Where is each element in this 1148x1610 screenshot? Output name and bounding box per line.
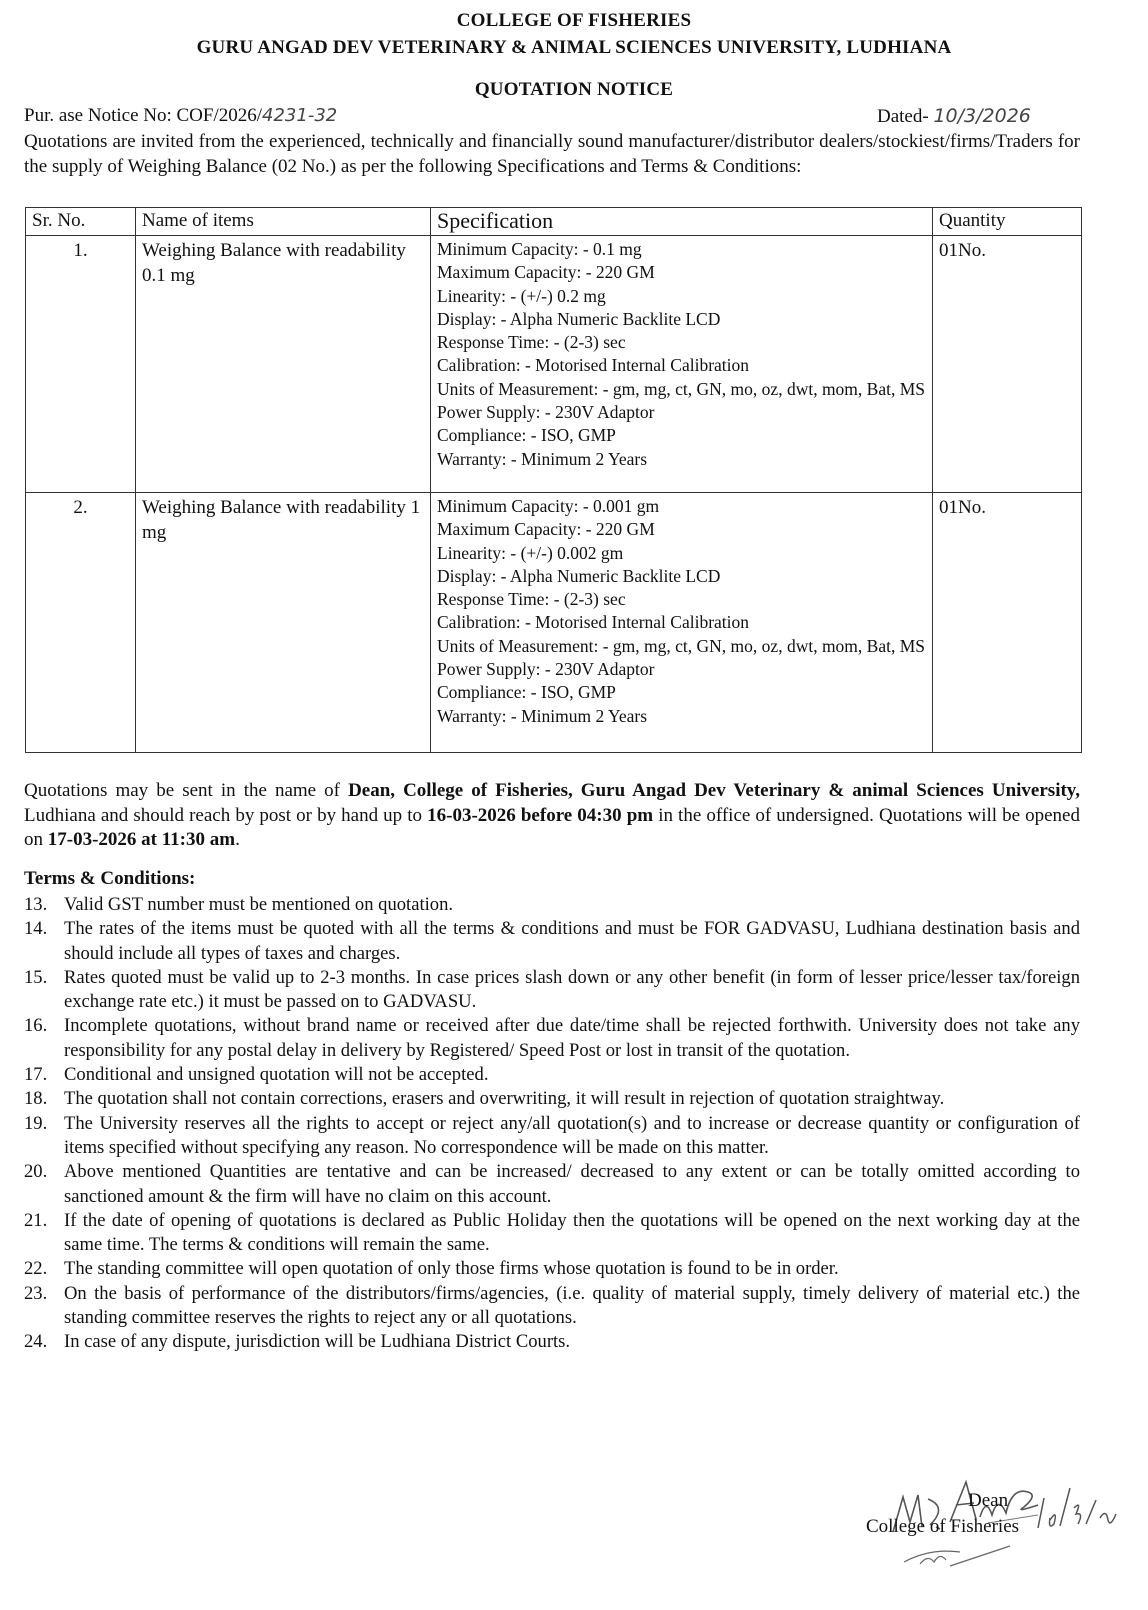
term-text: On the basis of performance of the distributors/firms/agencies, (i.e. quality of material supply, timely delivery of material etc.) the standing committee reserves the rights to reject any or all quotations. bbox=[64, 1282, 1080, 1329]
header-quantity: Quantity bbox=[933, 208, 1082, 236]
term-item bbox=[24, 1063, 1080, 1087]
term-item bbox=[24, 1112, 1080, 1161]
term-text: The standing committee will open quotation of only those firms whose quotation is found to be in order. bbox=[64, 1258, 839, 1280]
header-specification: Specification bbox=[431, 208, 933, 236]
row-quantity: 01No. bbox=[933, 236, 1082, 493]
term-text: Incomplete quotations, without brand name or received after due date/time shall be rejected forthwith. University does not take any responsibility for any postal delay in delivery by Registered/ Speed Post or lost in transit of the quotation. bbox=[64, 1015, 1080, 1061]
row-specification bbox=[431, 236, 933, 493]
page-title: QUOTATION NOTICE bbox=[474, 79, 674, 100]
spec-line: Units of Measurement: - gm, mg, ct, GN, mo, oz, dwt, mom, Bat, MS bbox=[437, 378, 926, 399]
spec-line: Display: - Alpha Numeric Backlite LCD bbox=[437, 565, 721, 586]
spec-line: Power Supply: - 230V Adaptor bbox=[437, 659, 655, 680]
term-number: 16. bbox=[24, 1015, 48, 1037]
table-row bbox=[26, 493, 1082, 753]
spec-line: Power Supply: - 230V Adaptor bbox=[437, 402, 655, 423]
terms-heading: Terms & Conditions: bbox=[24, 868, 196, 889]
spec-line: Display: - Alpha Numeric Backlite LCD bbox=[437, 308, 721, 329]
term-number: 23. bbox=[24, 1282, 48, 1304]
handwritten-date-icon bbox=[1030, 1478, 1120, 1538]
term-item bbox=[24, 1257, 1080, 1281]
header-name: Name of items bbox=[136, 208, 431, 236]
term-number: 20. bbox=[24, 1161, 48, 1183]
dated-handwritten: 10/3/2026 bbox=[933, 105, 1031, 127]
submission-deadline: 16-03-2026 before 04:30 pm bbox=[427, 804, 654, 826]
term-text: The University reserves all the rights to accept or reject any/all quotation(s) and to increase or decrease quantity or configuration of items specified without specifying any reason. No correspondence will be made on this matter. bbox=[64, 1112, 1080, 1158]
spec-line: Minimum Capacity: - 0.001 gm bbox=[437, 496, 660, 516]
term-item bbox=[24, 1209, 1080, 1258]
row-specification bbox=[431, 493, 933, 753]
term-item bbox=[24, 917, 1080, 966]
term-item bbox=[24, 1330, 1080, 1354]
term-text: The quotation shall not contain corrections, erasers and overwriting, it will result in rejection of quotation straightway. bbox=[64, 1088, 945, 1110]
submission-addressee: Dean, College of Fisheries, Guru Angad Dev Veterinary & animal Sciences University, bbox=[348, 780, 1080, 801]
spec-line: Compliance: - ISO, GMP bbox=[437, 682, 616, 703]
spec-line: Compliance: - ISO, GMP bbox=[437, 425, 616, 446]
signatory-org: College of Fisheries bbox=[866, 1516, 1020, 1537]
term-number: 19. bbox=[24, 1112, 48, 1134]
term-item bbox=[24, 1014, 1080, 1063]
spec-line: Linearity: - (+/-) 0.002 gm bbox=[437, 542, 624, 563]
signatory-title: Dean bbox=[968, 1490, 1009, 1511]
initials-icon bbox=[900, 1538, 1020, 1568]
notice-number-handwritten: 4231-32 bbox=[262, 105, 338, 126]
spec-line: Minimum Capacity: - 0.1 mg bbox=[437, 239, 642, 259]
term-text: If the date of opening of quotations is declared as Public Holiday then the quotations will be opened on the next working day at the same time. The terms & conditions will remain the same. bbox=[64, 1209, 1080, 1256]
term-text: Rates quoted must be valid up to 2-3 months. In case prices slash down or any other benefit (in form of lesser price/lesser tax/foreign exchange rate etc.) it must be passed on to GADVASU. bbox=[64, 966, 1080, 1013]
signature-handwritten-date bbox=[1030, 1478, 1120, 1543]
notice-number bbox=[24, 105, 337, 127]
notice-date bbox=[877, 105, 1031, 128]
row-sr-no: 1. bbox=[26, 236, 136, 493]
spec-table bbox=[25, 207, 1082, 753]
term-number: 15. bbox=[24, 966, 48, 988]
term-item bbox=[24, 1087, 1080, 1111]
term-item bbox=[24, 966, 1080, 1015]
spec-line: Calibration: - Motorised Internal Calibration bbox=[437, 355, 750, 376]
header-sr-no: Sr. No. bbox=[26, 208, 136, 236]
university-name: GURU ANGAD DEV VETERINARY & ANIMAL SCIENCES UNIVERSITY, LUDHIANA bbox=[196, 37, 952, 58]
college-name: COLLEGE OF FISHERIES bbox=[456, 10, 692, 31]
submission-text-2: Ludhiana and should reach by post or by hand up to bbox=[24, 804, 428, 826]
row-item-name: Weighing Balance with readability 0.1 mg bbox=[136, 236, 431, 493]
term-number: 13. bbox=[24, 894, 48, 915]
spec-line: Warranty: - Minimum 2 Years bbox=[437, 705, 648, 726]
term-item bbox=[24, 893, 1080, 917]
submission-paragraph bbox=[24, 779, 1080, 853]
table-header-row bbox=[26, 208, 1082, 236]
submission-text-4: . bbox=[235, 829, 240, 850]
term-item bbox=[24, 1282, 1080, 1331]
initials-mark bbox=[900, 1538, 1020, 1573]
row-sr-no: 2. bbox=[26, 493, 136, 753]
spec-line: Units of Measurement: - gm, mg, ct, GN, mo, oz, dwt, mom, Bat, MS bbox=[437, 635, 926, 656]
spec-line: Maximum Capacity: - 220 GM bbox=[437, 519, 655, 540]
intro-paragraph: Quotations are invited from the experienced, technically and financially sound manufacturer/distributor dealers/stockiest/firms/Traders for the supply of Weighing Balance (02 No.) as per the following Specifications and Terms & Conditions: bbox=[24, 131, 1080, 177]
term-text: Valid GST number must be mentioned on quotation. bbox=[64, 894, 454, 915]
spec-line: Warranty: - Minimum 2 Years bbox=[437, 448, 648, 469]
term-text: The rates of the items must be quoted with all the terms & conditions and must be FOR GADVASU, Ludhiana destination basis and should include all types of taxes and charges. bbox=[64, 918, 1080, 964]
term-item bbox=[24, 1160, 1080, 1209]
term-number: 21. bbox=[24, 1209, 48, 1231]
term-number: 14. bbox=[24, 918, 48, 940]
spec-line: Maximum Capacity: - 220 GM bbox=[437, 262, 655, 283]
spec-line: Calibration: - Motorised Internal Calibration bbox=[437, 612, 750, 633]
term-number: 24. bbox=[24, 1331, 48, 1353]
term-text: In case of any dispute, jurisdiction will be Ludhiana District Courts. bbox=[64, 1331, 571, 1353]
notice-number-label: Pur. ase Notice No: COF/2026/ bbox=[24, 105, 263, 126]
term-text: Conditional and unsigned quotation will not be accepted. bbox=[64, 1064, 489, 1086]
spec-line: Linearity: - (+/-) 0.2 mg bbox=[437, 285, 606, 306]
row-item-name: Weighing Balance with readability 1 mg bbox=[136, 493, 431, 753]
dated-label: Dated- bbox=[877, 106, 929, 127]
opening-datetime: 17-03-2026 at 11:30 am bbox=[47, 829, 236, 850]
terms-list bbox=[24, 893, 1080, 1355]
row-quantity: 01No. bbox=[933, 493, 1082, 753]
term-text: Above mentioned Quantities are tentative and can be increased/ decreased to any extent or can be totally omitted according to sanctioned amount & the firm will have no claim on this account. bbox=[64, 1161, 1080, 1207]
spec-line: Response Time: - (2-3) sec bbox=[437, 589, 626, 610]
submission-text-1: Quotations may be sent in the name of bbox=[24, 780, 349, 801]
table-row bbox=[26, 236, 1082, 493]
term-number: 18. bbox=[24, 1088, 48, 1110]
spec-line: Response Time: - (2-3) sec bbox=[437, 332, 626, 353]
term-number: 22. bbox=[24, 1258, 48, 1280]
submission-text-3: in the office of undersigned. Quotations will be opened on bbox=[24, 804, 1080, 850]
term-number: 17. bbox=[24, 1064, 48, 1086]
